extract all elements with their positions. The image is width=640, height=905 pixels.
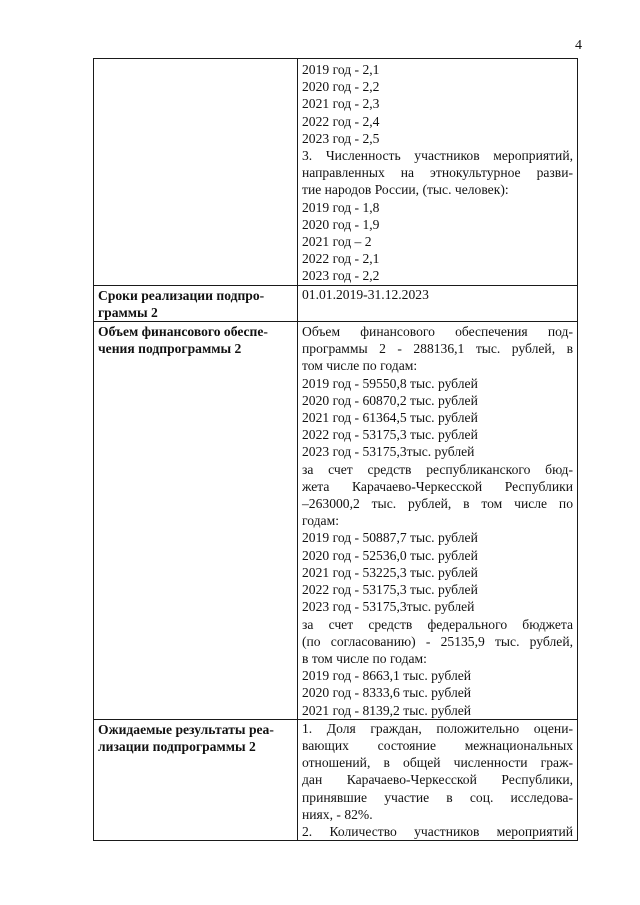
text-line: 2021 год - 61364,5 тыс. рублей [302, 410, 478, 426]
text-line: 2022 год - 2,4 [302, 113, 380, 129]
text-line: Объем финансового обеспечения под- [302, 324, 573, 340]
text-line: за счет средств федерального бюджета [302, 616, 573, 632]
text-line: 2022 год - 2,1 [302, 251, 380, 267]
text-line: 2020 год - 2,2 [302, 79, 380, 95]
text-line: 2023 год - 2,5 [302, 130, 380, 146]
table-row-continuation [94, 59, 578, 286]
text-line: в том числе по годам: [302, 650, 427, 666]
text-line: годам: [302, 513, 339, 529]
text-line: 1. Доля граждан, положительно оцени- [302, 720, 573, 736]
terms-label [94, 285, 298, 321]
text-line: 2020 год - 1,9 [302, 216, 380, 232]
text-line: отношений, в общей численности граж- [302, 755, 573, 771]
text-line: 2023 год - 53175,3тыс. рублей [302, 444, 475, 460]
label-line: Ожидаемые результаты реа- [98, 721, 274, 737]
text-line: (по согласованию) - 25135,9 тыс. рублей, [302, 633, 573, 649]
text-line: 2019 год - 59550,8 тыс. рублей [302, 375, 478, 391]
text-line: тие народов России, (тыс. человек): [302, 182, 509, 198]
label-line: граммы 2 [98, 304, 158, 320]
text-line: 2020 год - 8333,6 тыс. рублей [302, 685, 472, 701]
text-line: –263000,2 тыс. рублей, в том числе по [302, 496, 573, 512]
text-line: 2019 год - 2,1 [302, 62, 380, 77]
text-line: 2022 год - 53175,3 тыс. рублей [302, 427, 478, 443]
text-line: направленных на этнокультурное разви- [302, 165, 573, 181]
terms-value-cell [298, 285, 578, 321]
text-line: 2021 год - 2,3 [302, 96, 380, 112]
results-label [94, 719, 298, 840]
label-line: лизации подпрограммы 2 [98, 738, 256, 754]
funding-value-cell [298, 322, 578, 720]
text-line: 2020 год - 52536,0 тыс. рублей [302, 547, 478, 563]
table-row-terms [94, 285, 578, 321]
text-line: дан Карачаево-Черкесской Республики, [302, 772, 573, 788]
text-line: за счет средств республиканского бюд- [302, 461, 573, 477]
text-line: ниях, - 82%. [302, 806, 373, 822]
text-line: 2019 год - 8663,1 тыс. рублей [302, 668, 472, 684]
page-number: 4 [575, 38, 582, 53]
label-line: Сроки реализации подпро- [98, 287, 265, 303]
text-line: программы 2 - 288136,1 тыс. рублей, в [302, 341, 573, 357]
text-line: 2021 год – 2 [302, 234, 372, 250]
results-value-cell [298, 719, 578, 840]
text-line: 2023 год - 53175,3тыс. рублей [302, 599, 475, 615]
text-line: вающих состояние межнациональных [302, 737, 573, 753]
passport-table [93, 58, 578, 841]
label-line: Объем финансового обеспе- [98, 324, 268, 340]
text-line: 3. Численность участников мероприятий, [302, 148, 573, 164]
label-line: чения подпрограммы 2 [98, 341, 242, 357]
text-line: 2019 год - 50887,7 тыс. рублей [302, 530, 478, 546]
text-line: жета Карачаево-Черкесской Республики [302, 478, 573, 494]
row-label-empty [94, 59, 298, 286]
table-row-results [94, 719, 578, 840]
terms-value: 01.01.2019-31.12.2023 [302, 286, 429, 302]
text-line: 2020 год - 60870,2 тыс. рублей [302, 392, 478, 408]
text-line: 2019 год - 1,8 [302, 199, 380, 215]
text-line: 2021 год - 8139,2 тыс. рублей [302, 702, 472, 718]
table-row-funding [94, 322, 578, 720]
funding-label [94, 322, 298, 720]
text-line: том числе по годам: [302, 358, 418, 374]
text-line: 2021 год - 53225,3 тыс. рублей [302, 564, 478, 580]
text-line: принявшие участие в соц. исследова- [302, 789, 573, 805]
text-line: 2023 год - 2,2 [302, 268, 380, 284]
continuation-value-cell [298, 59, 578, 286]
text-line: 2022 год - 53175,3 тыс. рублей [302, 582, 478, 598]
text-line: 2. Количество участников мероприятий [302, 823, 573, 839]
